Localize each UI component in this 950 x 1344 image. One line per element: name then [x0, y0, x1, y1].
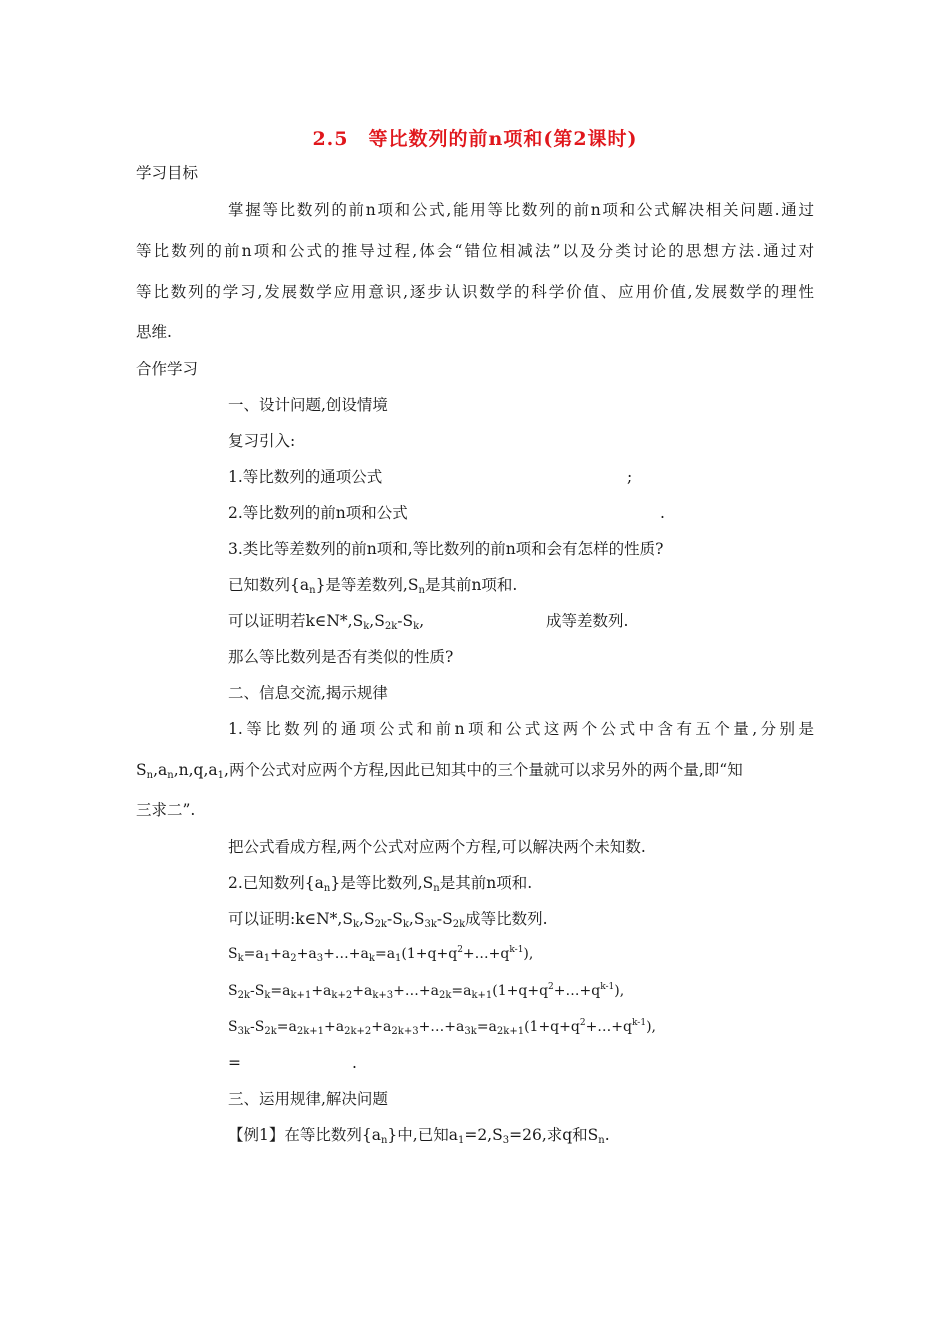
subsection-heading-3: 三、运用规律,解决问题: [228, 1090, 388, 1108]
section-heading-cooperative: 合作学习: [136, 360, 199, 378]
rule-line: 三求二”.: [136, 801, 196, 819]
equation-2: $S_{2k}-S_k=a_{k+1}+a_{k+2}+a_{k+3}+\dots+a_{2k}=a_{k+1}(1+q+q^2+\dots+q^{k-1})$,: [228, 982, 625, 1001]
equation-3: $S_{3k}-S_{2k}=a_{2k+1}+a_{2k+2}+a_{2k+3}+\dots+a_{3k}=a_{2k+1}(1+q+q^2+\dots+q^{k-1})$,: [228, 1018, 656, 1037]
section-heading-objectives: 学习目标: [136, 164, 199, 182]
review-label: 复习引入:: [228, 432, 296, 450]
objectives-para-line: 等比数列的前n项和公式的推导过程,体会“错位相减法”以及分类讨论的思想方法.通过对: [136, 242, 814, 260]
subsection-heading-2: 二、信息交流,揭示规律: [228, 684, 388, 702]
question-2-end: .: [660, 504, 665, 522]
question-2: 2.等比数列的前n项和公式: [228, 504, 408, 522]
prove-arithmetic: 可以证明若$k\in N*,S_k,S_{2k}-S_k$,: [228, 612, 425, 632]
question-1-end: ;: [627, 468, 633, 486]
question-1: 1.等比数列的通项公式: [228, 468, 383, 486]
equation-1: $S_k=a_1+a_2+a_3+\dots+a_k=a_1(1+q+q^2+\dots+q^{k-1})$,: [228, 945, 534, 964]
objectives-para-line: 思维.: [136, 323, 172, 341]
rule-line: 把公式看成方程,两个公式对应两个方程,可以解决两个未知数.: [228, 838, 646, 856]
equation-blank-end: .: [352, 1054, 357, 1072]
equation-blank-eq: =: [228, 1054, 241, 1072]
page-title: 2.5 等比数列的前n项和(第2课时): [312, 128, 638, 150]
prove-arithmetic-end: 成等差数列.: [546, 612, 629, 630]
objectives-para-line: 等比数列的学习,发展数学应用意识,逐步认识数学的科学价值、应用价值,发展数学的理性: [136, 283, 814, 301]
objectives-para-line: 掌握等比数列的前n项和公式,能用等比数列的前n项和公式解决相关问题.通过: [228, 201, 814, 219]
question-3: 3.类比等差数列的前n项和,等比数列的前n项和会有怎样的性质?: [228, 540, 664, 558]
rule-line: 1.等比数列的通项公式和前n项和公式这两个公式中含有五个量,分别是: [228, 720, 814, 738]
known-arithmetic: 已知数列$\{a_n\}$是等差数列$,S_n$是其前n项和.: [228, 576, 518, 596]
rule-line: $S_n,a_n,n,q,a_1$,两个公式对应两个方程,因此已知其中的三个量就可以求另外的两个量,即“知: [136, 761, 743, 781]
subsection-heading-1: 一、设计问题,创设情境: [228, 396, 388, 414]
prove-geometric: 可以证明$:k\in N*,S_k,S_{2k}-S_k,S_{3k}-S_{2k}$成等比数列.: [228, 910, 548, 930]
ask-similar: 那么等比数列是否有类似的性质?: [228, 648, 454, 666]
known-geometric: 2.已知数列$\{a_n\}$是等比数列$,S_n$是其前n项和.: [228, 874, 533, 894]
example-1: 【例1】在等比数列$\{a_n\}$中,已知$a_1=2,S_3=26$,求q和$S_n$.: [228, 1126, 610, 1146]
